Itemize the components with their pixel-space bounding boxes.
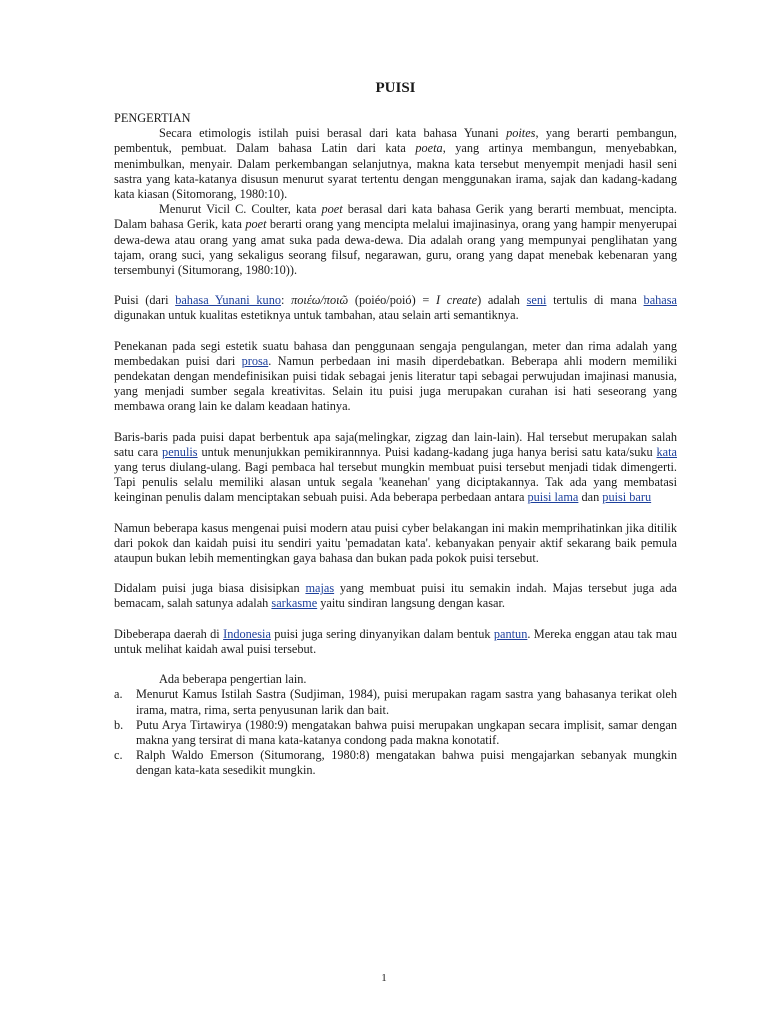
link-puisi-lama[interactable]: puisi lama [527,490,579,505]
text-run: tertulis di mana [546,293,644,308]
text-run: : [281,293,292,308]
list-marker: b. [114,717,124,732]
text-run: . Namun perbedaan ini masih diperdebatkan. Beberapa ahli modern memiliki pendekatan dengan mendefinisikan puisi tidak sebagai jenis literatur tapi sebagai perwujudan imajinasi manusia, yang menjadi sumber segala kreativitas. Selain itu puisi juga merupakan curahan isi hati seseorang yang membawa orang lain ke dalam keadaan hatinya. [114,353,678,414]
text-run: digunakan untuk kualitas estetiknya untuk tambahan, atau selain arti semantiknya. [114,308,519,323]
paragraph-coulter [114,202,677,278]
page-number: 1 [381,972,387,984]
text-run: (poiéo/poió) = [348,293,436,308]
text-run: Secara etimologis istilah puisi berasal dari kata bahasa Yunani [159,126,507,141]
term-poet: poet [245,217,267,232]
term-i-create: I create [436,293,478,308]
list-item [114,748,677,778]
link-penulis[interactable]: penulis [162,444,198,459]
link-kata[interactable]: kata [656,444,677,459]
paragraph-majas [114,581,677,611]
list-item-text: Menurut Kamus Istilah Sastra (Sudjiman, 1984), puisi merupakan ragam sastra yang bahasanya terikat oleh irama, matra, rima, serta penyusunan larik dan bait. [136,687,677,717]
text-run: Puisi (dari [114,293,176,308]
text-run: ) adalah [477,293,527,308]
list-marker: a. [114,687,123,702]
term-poeta: poeta [415,141,443,156]
text-run: , yang artinya membangun, menyebabkan, menimbulkan, menyair. Dalam perkembangan selanjutnya, makna kata tersebut menyempit menjadi hasil seni sastra yang kata-katanya disusun menurut syarat tertentu dengan menggunakan irama, sajak dan kadang-kadang kata kiasan (Sitomorang, 1980:10). [114,141,677,202]
text-run: yang terus diulang-ulang. Bagi pembaca hal tersebut mungkin membuat puisi tersebut menjadi tidak dimengerti. Tapi penulis selalu memiliki alasan untuk segala 'keanehan' yang diciptakannya. Tak ada yang membatasi keinginan penulis dalam menciptakan sebuah puisi. Ada beberapa perbedaan antara [114,460,677,505]
link-bahasa-yunani-kuno[interactable]: bahasa Yunani kuno [175,293,282,308]
text-run: yang membuat puisi itu semakin indah. Majas tersebut juga ada bemacam, salah satunya adalah [114,581,677,611]
text-run: untuk menunjukkan pemikirannnya. Puisi kadang-kadang juga hanya berisi satu kata/suku [197,444,657,459]
paragraph-regional [114,627,677,657]
paragraph-lines [114,430,677,506]
link-bahasa[interactable]: bahasa [643,293,678,308]
text-run: berarti orang yang mencipta melalui imajinasinya, orang yang hampir menyerupai dewa-dewa atau orang yang amat suka pada dewa-dewa. Dia adalah orang yang mempunyai penglihatan yang tajam, orang suci, yang sekaligus seorang filsuf, negarawan, guru, orang yang dapat menebak kebenaran yang tersembunyi (Situmorang, 1980:10)). [114,217,677,278]
paragraph-etymology [114,126,677,202]
section-heading: PENGERTIAN [114,111,191,125]
text-run: yaitu sindiran langsung dengan kasar. [317,596,505,611]
text-run: , yang berarti pembangun, pembentuk, pembuat. Dalam bahasa Latin dari kata [114,126,677,156]
link-prosa[interactable]: prosa [241,353,269,368]
list-item [114,718,677,748]
text-run: dan [578,490,603,505]
text-run: Dibeberapa daerah di [114,626,224,641]
link-seni[interactable]: seni [526,293,547,308]
text-run: Penekanan pada segi estetik suatu bahasa dan penggunaan sengaja pengulangan, meter dan rima adalah yang membedakan puisi dari [114,338,677,368]
text-run: . Mereka enggan atau tak mau untuk melihat kaidah awal puisi tersebut. [114,626,677,656]
page-title: PUISI [375,80,416,96]
term-poites: poites [506,126,536,141]
link-pantun[interactable]: pantun [493,626,528,641]
definitions-list [114,687,677,778]
paragraph-definition [114,293,677,323]
list-marker: c. [114,748,123,763]
paragraph-modern: Namun beberapa kasus mengenai puisi modern atau puisi cyber belakangan ini makin memprihatinkan jika ditilik dari pokok dan kaidah puisi itu sendiri yaitu 'pemadatan kata'. kebanyakan penyair aktif sekarang baik pemula ataupun bukan lebih mementingkan gaya bahasa dan bukan pada pokok puisi tersebut. [114,520,677,566]
list-item-text: Ralph Waldo Emerson (Situmorang, 1980:8) mengatakan bahwa puisi mengajarkan sebanyak mungkin dengan kata-kata sesedikit mungkin. [136,748,677,778]
list-item [114,687,677,717]
text-run: puisi juga sering dinyanyikan dalam bentuk [270,626,494,641]
text-run: berasal dari kata bahasa Gerik yang berarti membuat, mencipta. Dalam bahasa Gerik, kata [114,202,677,232]
text-run: Menurut Vicil C. Coulter, kata [159,202,322,217]
list-item-text: Putu Arya Tirtawirya (1980:9) mengatakan bahwa puisi merupakan ungkapan secara implisit, samar dengan makna yang tersirat di mana kata-katanya condong pada makna konotatif. [136,717,677,747]
paragraph-aesthetic [114,339,677,415]
link-majas[interactable]: majas [305,581,335,596]
link-sarkasme[interactable]: sarkasme [271,596,318,611]
greek-term: ποιέω/ποιῶ [291,293,349,308]
term-poet: poet [321,202,343,217]
text-run: Baris-baris pada puisi dapat berbentuk apa saja(melingkar, zigzag dan lain-lain). Hal tersebut merupakan salah satu cara [114,429,677,459]
link-indonesia[interactable]: Indonesia [223,626,271,641]
document-body [114,78,677,779]
paragraph-list-intro: Ada beberapa pengertian lain. [159,672,307,687]
text-run: Didalam puisi juga biasa disisipkan [114,581,306,596]
link-puisi-baru[interactable]: puisi baru [602,490,652,505]
